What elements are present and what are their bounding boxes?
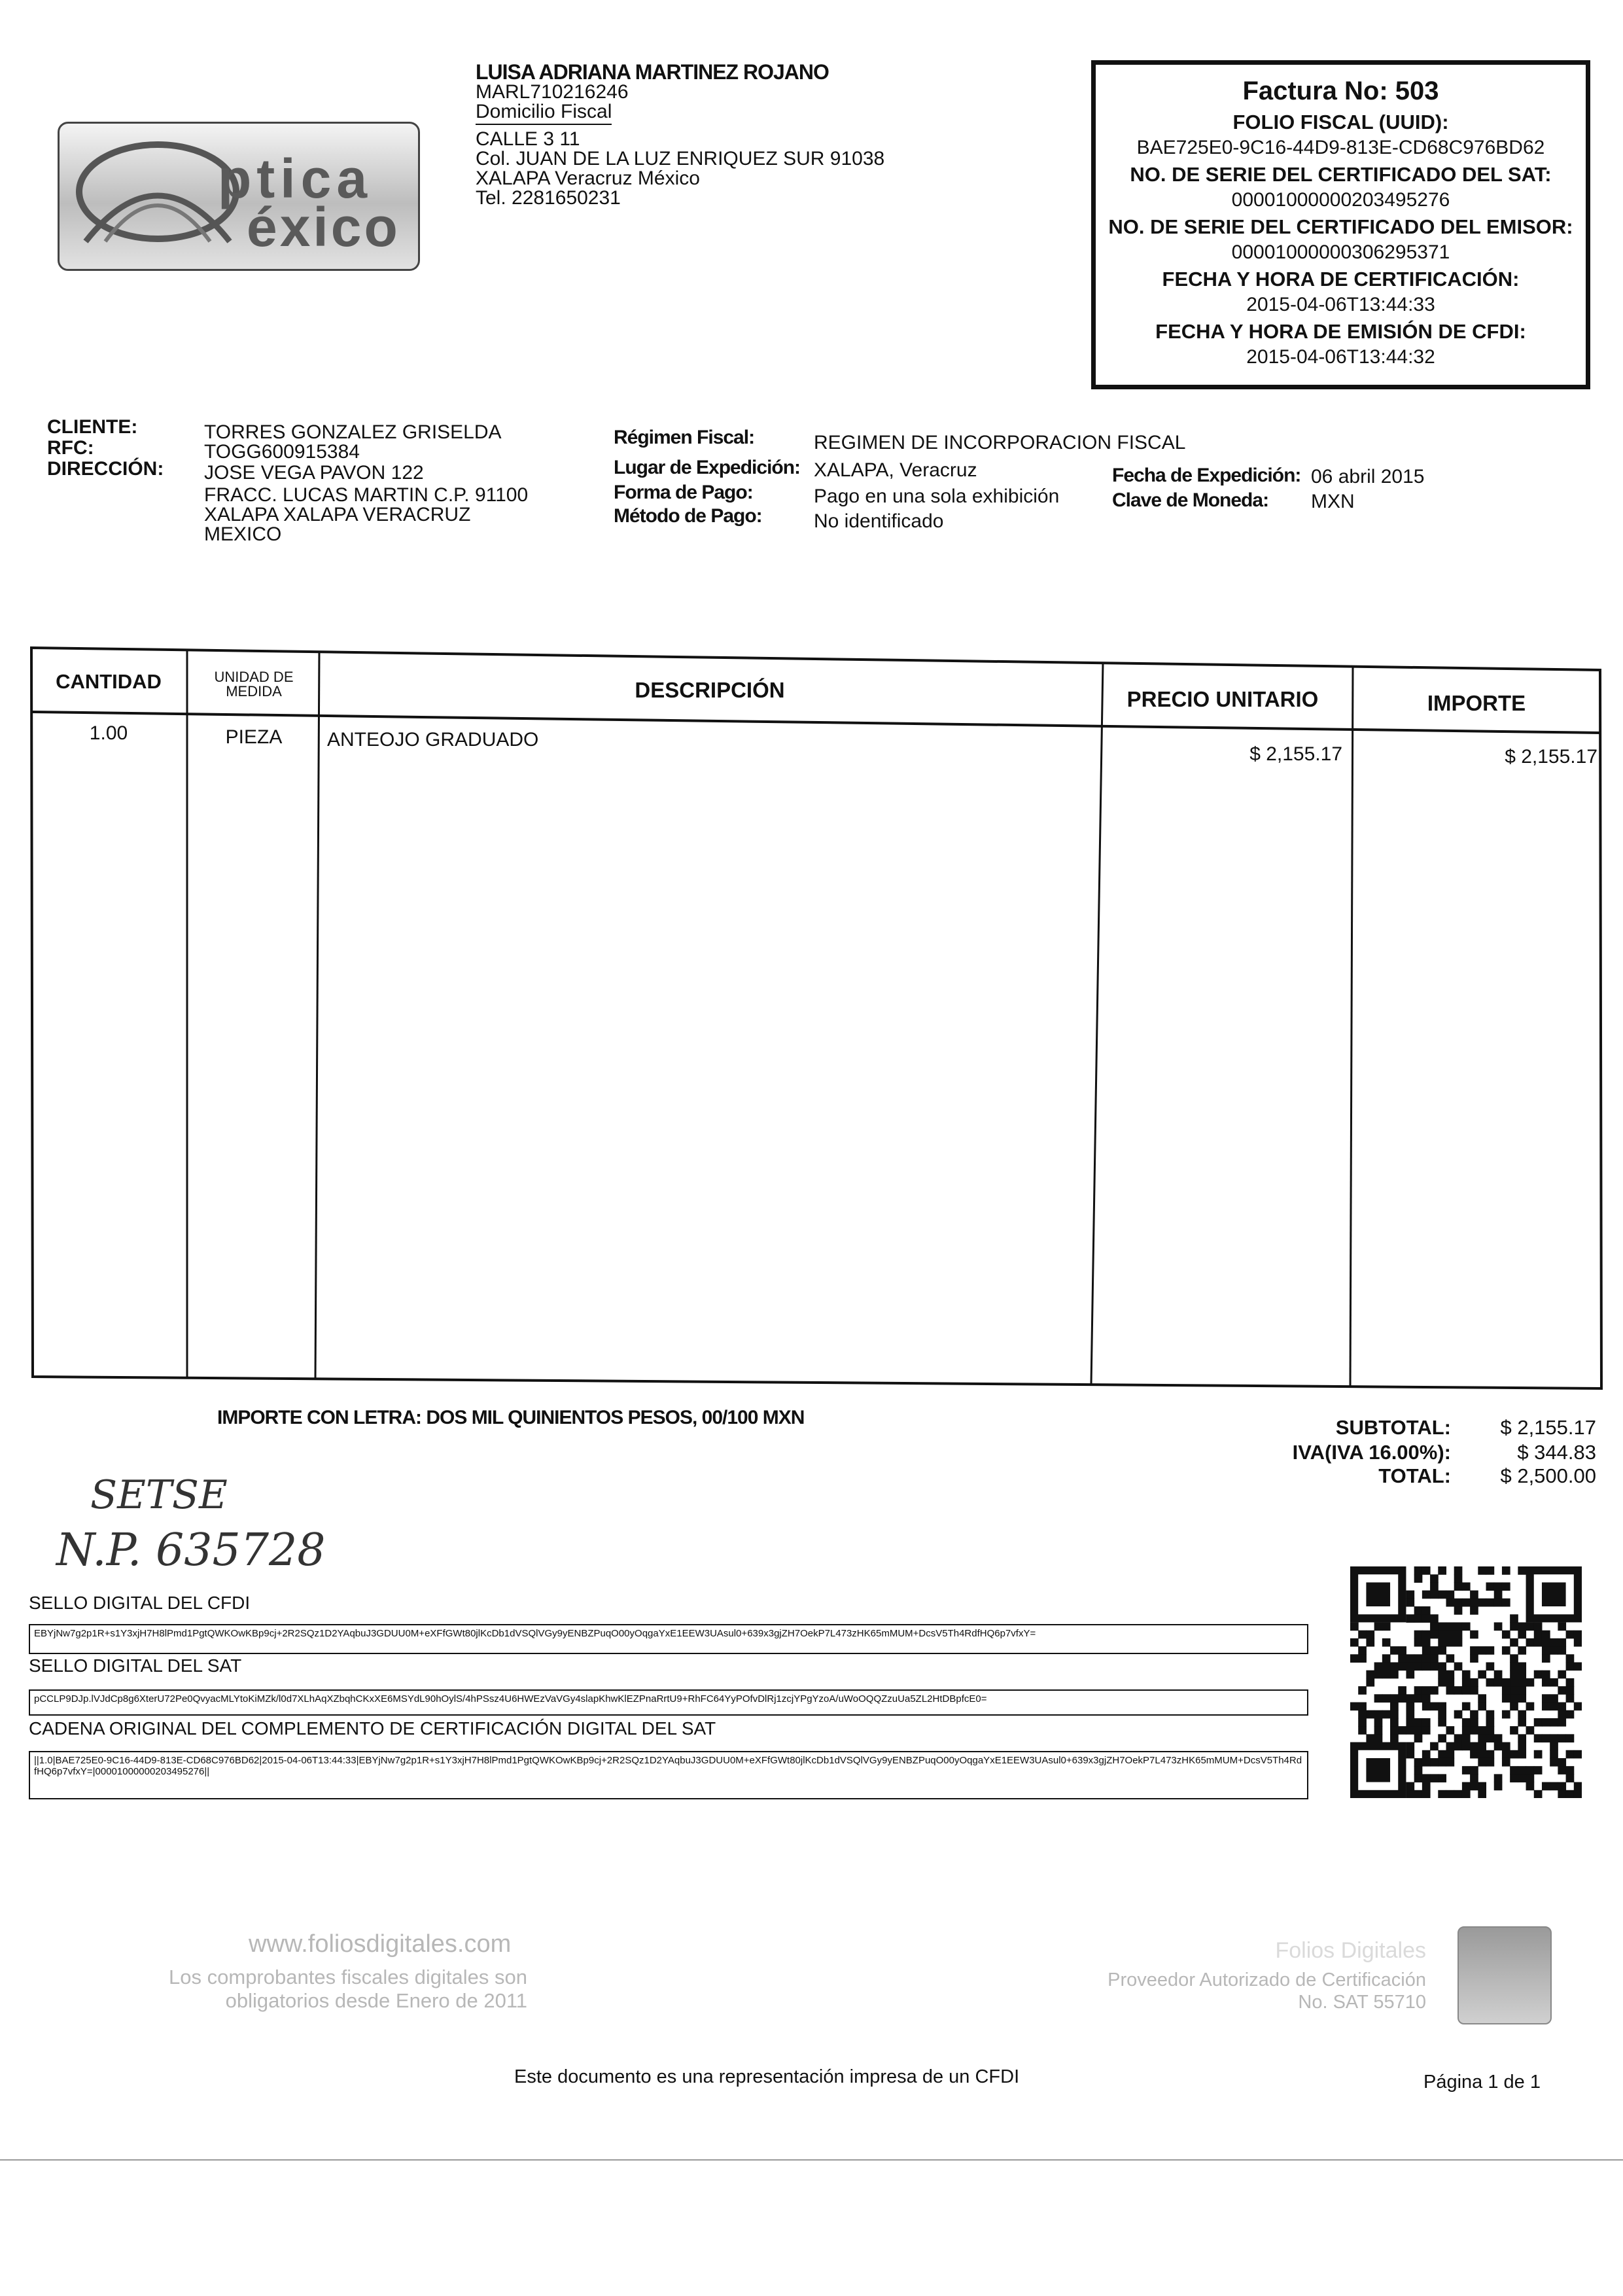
footer-website: www.foliosdigitales.com — [249, 1930, 512, 1958]
uuid-value: BAE725E0-9C16-44D9-813E-CD68C976BD62 — [1136, 137, 1545, 158]
client-address-1: JOSE VEGA PAVON 122 — [204, 462, 424, 484]
fecha-value: 06 abril 2015 — [1311, 466, 1425, 487]
col-precio: PRECIO UNITARIO — [1126, 687, 1319, 711]
footer-provider-2: No. SAT 55710 — [1298, 1992, 1426, 2013]
col-unidad — [190, 670, 318, 699]
row-descripcion: ANTEOJO GRADUADO — [327, 729, 539, 751]
client-name: TORRES GONZALEZ GRISELDA — [204, 421, 502, 443]
client-address-4: MEXICO — [204, 523, 282, 545]
sat-badge-icon — [1457, 1926, 1552, 2024]
col-unidad-line1: UNIDAD DE — [214, 669, 294, 685]
subtotal-label: SUBTOTAL: — [1335, 1416, 1451, 1439]
company-logo — [58, 122, 420, 271]
moneda-label: Clave de Moneda: — [1112, 489, 1269, 511]
emisor-serial-value: 00001000000306295371 — [1231, 241, 1450, 263]
moneda-value: MXN — [1311, 491, 1355, 512]
sello-sat-label: SELLO DIGITAL DEL SAT — [29, 1655, 242, 1676]
invoice-number: Factura No: 503 — [1242, 77, 1439, 105]
cadena-value: ||1.0|BAE725E0-9C16-44D9-813E-CD68C976BD62|2015-04-06T13:44:33|EBYjNw7g2p1R+s1Y3xjH7H8lPmd1PgtQWKOwKBp9cj+2R2SQz1D2YAqbuJ3GDUU0M+eXFfGWt80jlKcDb1dVSQlVGy9yENBZPuqO00yOqgaYxE1EEW3UAsul0+639x3gjZH7OekP7L473zHK65mMUM+DcsV5Th4RdfHQ6p7vfxY=|00001000000203495276|| — [29, 1751, 1308, 1799]
forma-label: Forma de Pago: — [614, 482, 753, 503]
sello-sat-value: pCCLP9DJp.lVJdCp8g6XterU72Pe0QvyacMLYtoKiMZk/l0d7XLhAqXZbqhCKxXE6MSYdL90hOylS/4hPSsz4U6HWEzVaVGy4slapKhwKlEZPnaRrtU9+RhFC64YyPOfvDlRj1zcjYPgYzoA/uWoOQQZzuUa5ZL2HtDBpfcE0= — [29, 1689, 1308, 1716]
cert-date-value: 2015-04-06T13:44:33 — [1246, 294, 1435, 315]
handwritten-note-1: SETSE — [90, 1472, 228, 1518]
cert-date-label: FECHA Y HORA DE CERTIFICACIÓN: — [1162, 268, 1520, 291]
total-label: TOTAL: — [1378, 1464, 1451, 1487]
handwritten-note-2: N.P. 635728 — [56, 1525, 326, 1576]
row-importe: $ 2,155.17 — [1505, 746, 1597, 768]
row-unidad: PIEZA — [225, 726, 283, 748]
client-address-3: XALAPA XALAPA VERACRUZ — [204, 504, 471, 525]
sello-cfdi-value: EBYjNw7g2p1R+s1Y3xjH7H8lPmd1PgtQWKOwKBp9cj+2R2SQz1D2YAqbuJ3GDUU0M+eXFfGWt80jlKcDb1dVSQlVGy9yENBZPuqO00yOqgaYxE1EEW3UAsul0+639x3gjZH7OekP7L473zHK65mMUM+DcsV5Th4RdfHQ6p7vfxY= — [29, 1624, 1308, 1654]
client-rfc: TOGG600915384 — [204, 441, 360, 463]
issuer-colonia: Col. JUAN DE LA LUZ ENRIQUEZ SUR 91038 — [476, 148, 885, 169]
footer-note: Este documento es una representación impresa de un CFDI — [514, 2066, 1020, 2087]
lugar-value: XALAPA, Veracruz — [814, 459, 977, 481]
concepts-table — [30, 644, 1605, 1391]
row-precio: $ 2,155.17 — [1249, 743, 1342, 765]
col-unidad-line2: MEDIDA — [226, 683, 282, 699]
client-address-2: FRACC. LUCAS MARTIN C.P. 91100 — [204, 484, 529, 506]
importe-letra-label: IMPORTE CON LETRA: — [217, 1407, 421, 1428]
col-importe: IMPORTE — [1427, 691, 1526, 715]
sat-serial-label: NO. DE SERIE DEL CERTIFICADO DEL SAT: — [1130, 163, 1552, 186]
regimen-label: Régimen Fiscal: — [614, 427, 755, 448]
page-number: Página 1 de 1 — [1423, 2072, 1541, 2093]
emision-date-value: 2015-04-06T13:44:32 — [1246, 346, 1435, 368]
uuid-label: FOLIO FISCAL (UUID): — [1232, 111, 1449, 133]
footer-slogan-2: obligatorios desde Enero de 2011 — [225, 1989, 527, 2012]
total-value: $ 2,500.00 — [1500, 1464, 1596, 1487]
issuer-street: CALLE 3 11 — [476, 128, 580, 150]
sello-cfdi-label: SELLO DIGITAL DEL CFDI — [29, 1593, 251, 1613]
iva-label: IVA(IVA 16.00%): — [1292, 1441, 1451, 1464]
issuer-name: LUISA ADRIANA MARTINEZ ROJANO — [476, 60, 829, 84]
fecha-label: Fecha de Expedición: — [1112, 465, 1301, 486]
emisor-serial-label: NO. DE SERIE DEL CERTIFICADO DEL EMISOR: — [1108, 215, 1573, 238]
importe-letra — [217, 1407, 804, 1429]
cadena-label: CADENA ORIGINAL DEL COMPLEMENTO DE CERTIFICACIÓN DIGITAL DEL SAT — [29, 1718, 716, 1739]
forma-value: Pago en una sola exhibición — [814, 486, 1060, 507]
iva-value: $ 344.83 — [1517, 1441, 1596, 1464]
domicilio-label: Domicilio Fiscal — [476, 102, 612, 122]
metodo-value: No identificado — [814, 510, 944, 532]
invoice-box — [1091, 60, 1590, 389]
metodo-label: Método de Pago: — [614, 505, 762, 527]
col-cantidad: CANTIDAD — [56, 670, 162, 693]
logo-text-top: ptica — [218, 148, 373, 209]
rfc-label: RFC: — [47, 437, 94, 459]
sat-serial-value: 00001000000203495276 — [1231, 189, 1450, 211]
footer-brand: Folios Digitales — [1275, 1938, 1426, 1963]
col-descripcion: DESCRIPCIÓN — [635, 678, 785, 702]
issuer-city: XALAPA Veracruz México — [476, 168, 700, 189]
direccion-label: DIRECCIÓN: — [47, 458, 164, 480]
emision-date-label: FECHA Y HORA DE EMISIÓN DE CFDI: — [1155, 320, 1526, 343]
lugar-label: Lugar de Expedición: — [614, 457, 801, 478]
issuer-rfc: MARL710216246 — [476, 81, 629, 103]
qr-code — [1350, 1566, 1582, 1798]
subtotal-value: $ 2,155.17 — [1500, 1416, 1596, 1439]
logo-text-bottom: éxico — [247, 196, 400, 258]
importe-letra-value: DOS MIL QUINIENTOS PESOS, 00/100 MXN — [426, 1407, 805, 1428]
regimen-value: REGIMEN DE INCORPORACION FISCAL — [814, 432, 1186, 453]
footer-provider-1: Proveedor Autorizado de Certificación — [1108, 1969, 1426, 1990]
footer-slogan-1: Los comprobantes fiscales digitales son — [169, 1966, 527, 1988]
page-edge-line — [0, 2159, 1623, 2161]
issuer-phone: Tel. 2281650231 — [476, 187, 621, 209]
cliente-label: CLIENTE: — [47, 416, 138, 438]
row-cantidad: 1.00 — [89, 722, 128, 744]
